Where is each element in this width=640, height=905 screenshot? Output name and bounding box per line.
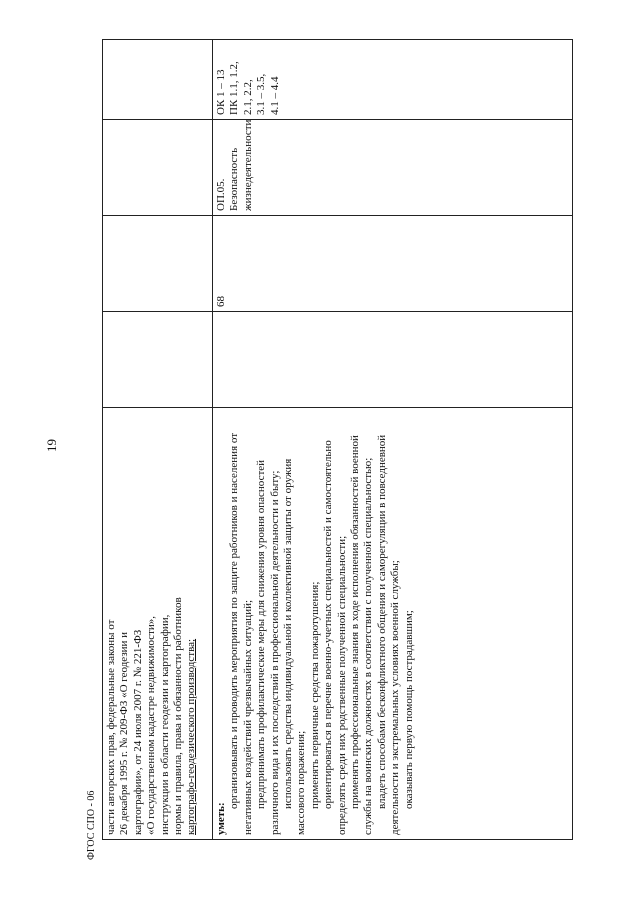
discipline-name: Безопасность жизнедеятельности: [228, 119, 254, 211]
text-line: картографии», от 24 июля 2007 г. № 221-ФЗ: [131, 629, 144, 835]
discipline-code: ОП.05.: [215, 178, 227, 211]
skill-item: использовать средства индивидуальной и коллективной защиты от оружия массового поражения;: [282, 458, 308, 835]
competency-line: 4.1 – 4.4: [268, 76, 281, 115]
footer-code: ФГОС СПО - 06: [86, 790, 97, 860]
empty-cell: [103, 40, 213, 120]
competency-line: ОК 1 – 13: [215, 69, 227, 115]
competencies-cell: [213, 40, 573, 120]
empty-cell: [103, 312, 213, 408]
skills-cell: [213, 408, 573, 840]
table-row: [103, 40, 213, 840]
text-line: 26 декабря 1995 г. № 209-ФЗ «О геодезии и: [118, 631, 131, 835]
table-row: [213, 40, 573, 840]
skill-item: применять первичные средства пожаротушения;: [308, 581, 321, 809]
competency-line: 3.1 – 3.5,: [255, 73, 268, 115]
text-line: нормы и правила, права и обязанности работников: [172, 597, 185, 835]
skill-item: применять профессиональные знания в ходе исполнения обязанностей военной службы на воинских должностях в соответствии с полученной специальностью;: [349, 435, 375, 835]
page-number: 19: [44, 439, 59, 452]
text-line: «О государственном кадастре недвижимости»,: [145, 615, 158, 835]
standard-table: [102, 39, 573, 840]
skills-header: уметь:: [215, 802, 227, 835]
competency-line: ПК 1.1, 1.2,: [228, 61, 241, 115]
empty-cell: [103, 120, 213, 216]
text-line: картографо-геодезического производства;: [185, 638, 198, 835]
skill-item: владеть способами бесконфликтного общения и саморегуляции в повседневной деятельности и экстремальных условиях военной службы;: [375, 434, 402, 835]
text-line: части авторских прав, федеральные законы от: [105, 619, 117, 835]
skill-item: оказывать первую помощь пострадавшим;: [402, 610, 415, 809]
empty-cell: [103, 216, 213, 312]
knowledge-cell: [103, 408, 213, 840]
discipline-cell: [213, 120, 573, 216]
text-line: инструкции в области геодезии и картографии,: [158, 614, 171, 835]
competency-line: 2.1, 2.2,: [241, 79, 254, 115]
skill-item: предпринимать профилактические меры для снижения уровня опасностей различного вида и их последствий в профессиональной деятельности и быту;: [255, 459, 281, 835]
hours-cell: [213, 216, 573, 312]
hours-value: 68: [215, 296, 227, 307]
rotated-table-sheet: [102, 40, 572, 840]
skill-item: ориентироваться в перечне военно-учетных специальностей и самостоятельно определять среди них родственные полученной специальности;: [322, 440, 348, 835]
skill-item: организовывать и проводить мероприятия по защите работников и населения от негативных воздействий чрезвычайных ситуаций;: [228, 432, 254, 835]
empty-cell: [213, 312, 573, 408]
